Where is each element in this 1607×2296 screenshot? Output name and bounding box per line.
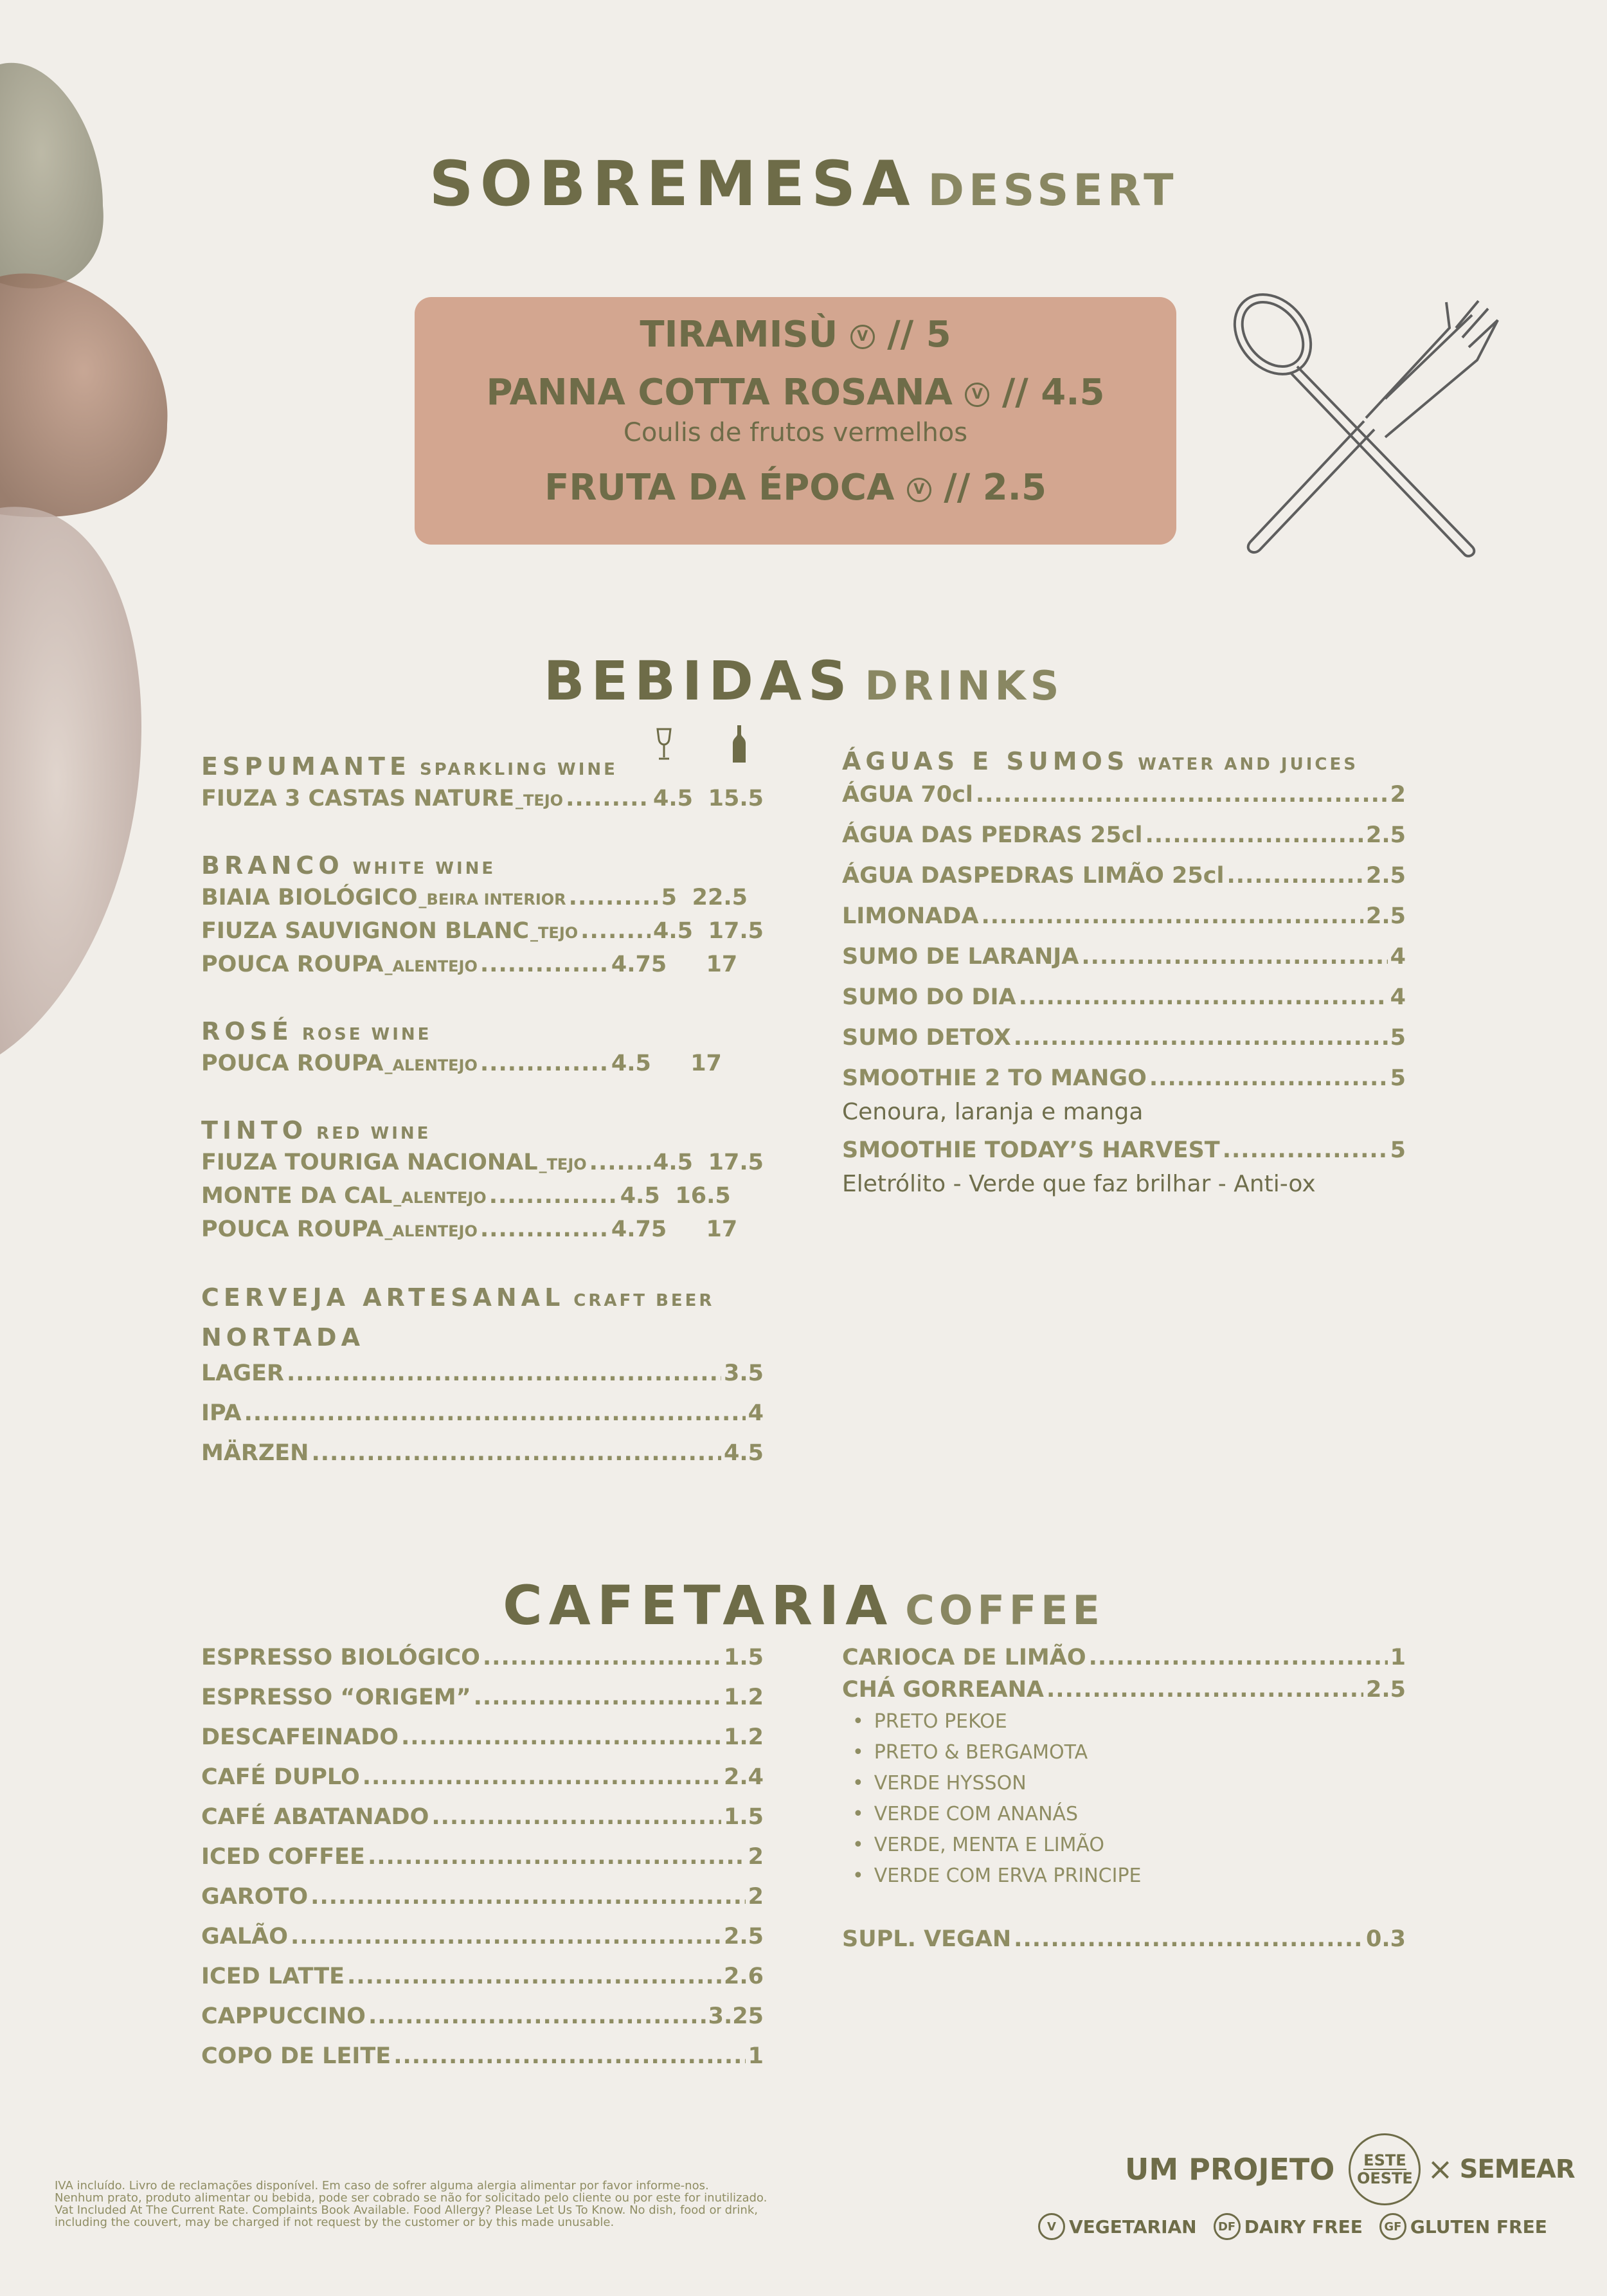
- vegetarian-badge: V: [965, 383, 989, 407]
- vegetarian-badge: V: [907, 478, 931, 502]
- section-tinto: TINTO RED WINE: [201, 1116, 431, 1144]
- list-item: ÁGUA DASPEDRAS LIMÃO 25cl ..... 2.5: [842, 863, 1406, 903]
- gluten-free-icon: GF: [1379, 2213, 1406, 2240]
- list-item: SUMO DE LARANJA ..... 4: [842, 944, 1406, 984]
- list-item: CHÁ GORREANA ..... 2.5: [842, 1677, 1406, 1710]
- dessert-title: [0, 148, 1607, 220]
- list-item: COPO DE LEITE ..... 1: [201, 2043, 764, 2083]
- list-item: CAFÉ DUPLO ..... 2.4: [201, 1764, 764, 1804]
- item-description: Cenoura, laranja e manga: [842, 1099, 1144, 1125]
- list-item: LAGER ..... 3.5: [201, 1360, 764, 1400]
- list-item: POUCA ROUPA _ALENTEJO ..... 4.5 17: [201, 1051, 764, 1084]
- spoon-fork-icon: [1221, 289, 1517, 572]
- coffee-left-column: [201, 1645, 764, 2083]
- list-item: ICED COFFEE ..... 2: [201, 1844, 764, 1884]
- legend-dairy-free: DF DAIRY FREE: [1214, 2213, 1363, 2240]
- coffee-right-column: [842, 1645, 1406, 1960]
- list-item: ICED LATTE ..... 2.6: [201, 1964, 764, 2003]
- list-item: GAROTO ..... 2: [201, 1884, 764, 1924]
- section-rose: ROSÉ ROSE WINE: [201, 1017, 432, 1045]
- list-item: ÁGUA 70cl ..... 2: [842, 782, 1406, 822]
- vegetarian-badge: V: [850, 325, 875, 349]
- drinks-left-column: [201, 752, 764, 1480]
- tea-option: • VERDE COM ANANÁS: [852, 1803, 1079, 1825]
- legend-gluten-free: GF GLUTEN FREE: [1379, 2213, 1547, 2240]
- dessert-item: TIRAMISÙ V // 5: [640, 314, 951, 356]
- list-item: SMOOTHIE 2 TO MANGO ..... 5: [842, 1065, 1406, 1099]
- list-item: CARIOCA DE LIMÃO ..... 1: [842, 1645, 1406, 1677]
- legal-notice: IVA incluído. Livro de reclamações disponível. Em caso de sofrer alguma alergia alimentar por favor informe-nos. Nenhum prato, produto alimentar ou bebida, pode ser cobrado se não for solicitado pelo cliente ou por este for inutilizado. Vat Included At The Current Rate. Complaints Book Available. Food Allergy? Please Let Us To Know. No dish, food or drink, including the couvert, may be charged if not request by the customer or by this made unusable.: [55, 2179, 768, 2229]
- item-description: Eletrólito - Verde que faz brilhar - Anti-ox: [842, 1171, 1316, 1197]
- semear-logo: SEMEAR: [1459, 2155, 1575, 2184]
- list-item: LIMONADA ..... 2.5: [842, 903, 1406, 944]
- beer-brand: NORTADA: [201, 1323, 364, 1351]
- list-item: GALÃO ..... 2.5: [201, 1924, 764, 1964]
- dessert-item-desc: Coulis de frutos vermelhos: [623, 418, 968, 447]
- list-item: BIAIA BIOLÓGICO _BEIRA INTERIOR ..... 5 22.5: [201, 885, 764, 918]
- section-cerveja: CERVEJA ARTESANAL CRAFT BEER: [201, 1283, 715, 1312]
- dairy-free-icon: DF: [1214, 2213, 1241, 2240]
- project-credit: [1125, 2133, 1575, 2205]
- section-espumante: ESPUMANTE SPARKLING WINE: [201, 752, 618, 781]
- vegetarian-icon: V: [1038, 2213, 1065, 2240]
- list-item: SMOOTHIE TODAY’S HARVEST ..... 5: [842, 1137, 1406, 1171]
- drinks-title-pt: BEBIDAS: [543, 649, 854, 712]
- tea-option: • VERDE HYSSON: [852, 1772, 1027, 1794]
- dessert-title-en: DESSERT: [928, 165, 1178, 216]
- project-label: UM PROJETO: [1125, 2152, 1335, 2187]
- drinks-right-column: [842, 747, 1406, 1197]
- list-item: SUPL. VEGAN ..... 0.3: [842, 1926, 1406, 1960]
- dietary-legend: [1038, 2213, 1547, 2240]
- list-item: FIUZA 3 CASTAS NATURE _TEJO ..... 4.5 15.5: [201, 786, 764, 819]
- tea-option: • VERDE, MENTA E LIMÃO: [852, 1834, 1105, 1856]
- tea-option: • PRETO & BERGAMOTA: [852, 1741, 1088, 1764]
- list-item: FIUZA SAUVIGNON BLANC _TEJO ..... 4.5 17.5: [201, 918, 764, 952]
- list-item: MONTE DA CAL _ALENTEJO ..... 4.5 16.5: [201, 1183, 764, 1216]
- list-item: DESCAFEINADO ..... 1.2: [201, 1724, 764, 1764]
- list-item: CAFÉ ABATANADO ..... 1.5: [201, 1804, 764, 1844]
- coffee-title-en: COFFEE: [905, 1587, 1104, 1634]
- list-item: IPA ..... 4: [201, 1400, 764, 1440]
- list-item: POUCA ROUPA _ALENTEJO ..... 4.75 17: [201, 1216, 764, 1250]
- drinks-title-en: DRINKS: [865, 662, 1064, 709]
- list-item: POUCA ROUPA _ALENTEJO ..... 4.75 17: [201, 952, 764, 985]
- section-aguas: ÁGUAS E SUMOS WATER AND JUICES: [842, 747, 1358, 775]
- list-item: SUMO DO DIA ..... 4: [842, 984, 1406, 1025]
- times-separator: ×: [1427, 2151, 1453, 2187]
- list-item: CAPPUCCINO ..... 3.25: [201, 2003, 764, 2043]
- tea-option: • VERDE COM ERVA PRINCIPE: [852, 1865, 1142, 1887]
- list-item: ÁGUA DAS PEDRAS 25cl ..... 2.5: [842, 822, 1406, 863]
- este-oeste-logo: ESTE OESTE: [1349, 2133, 1421, 2205]
- section-branco: BRANCO WHITE WINE: [201, 851, 496, 880]
- dessert-item: PANNA COTTA ROSANA V // 4.5: [486, 372, 1105, 413]
- drinks-title: [0, 649, 1607, 712]
- coffee-title: [0, 1574, 1607, 1637]
- dessert-item: FRUTA DA ÉPOCA V // 2.5: [544, 467, 1046, 509]
- list-item: FIUZA TOURIGA NACIONAL _TEJO ..... 4.5 17.5: [201, 1150, 764, 1183]
- list-item: ESPRESSO “ORIGEM” ..... 1.2: [201, 1685, 764, 1724]
- tea-option: • PRETO PEKOE: [852, 1710, 1007, 1733]
- legend-vegetarian: V VEGETARIAN: [1038, 2213, 1197, 2240]
- list-item: ESPRESSO BIOLÓGICO ..... 1.5: [201, 1645, 764, 1685]
- list-item: SUMO DETOX ..... 5: [842, 1025, 1406, 1065]
- dessert-title-pt: SOBREMESA: [429, 148, 917, 220]
- coffee-title-pt: CAFETARIA: [503, 1574, 894, 1637]
- list-item: MÄRZEN ..... 4.5: [201, 1440, 764, 1480]
